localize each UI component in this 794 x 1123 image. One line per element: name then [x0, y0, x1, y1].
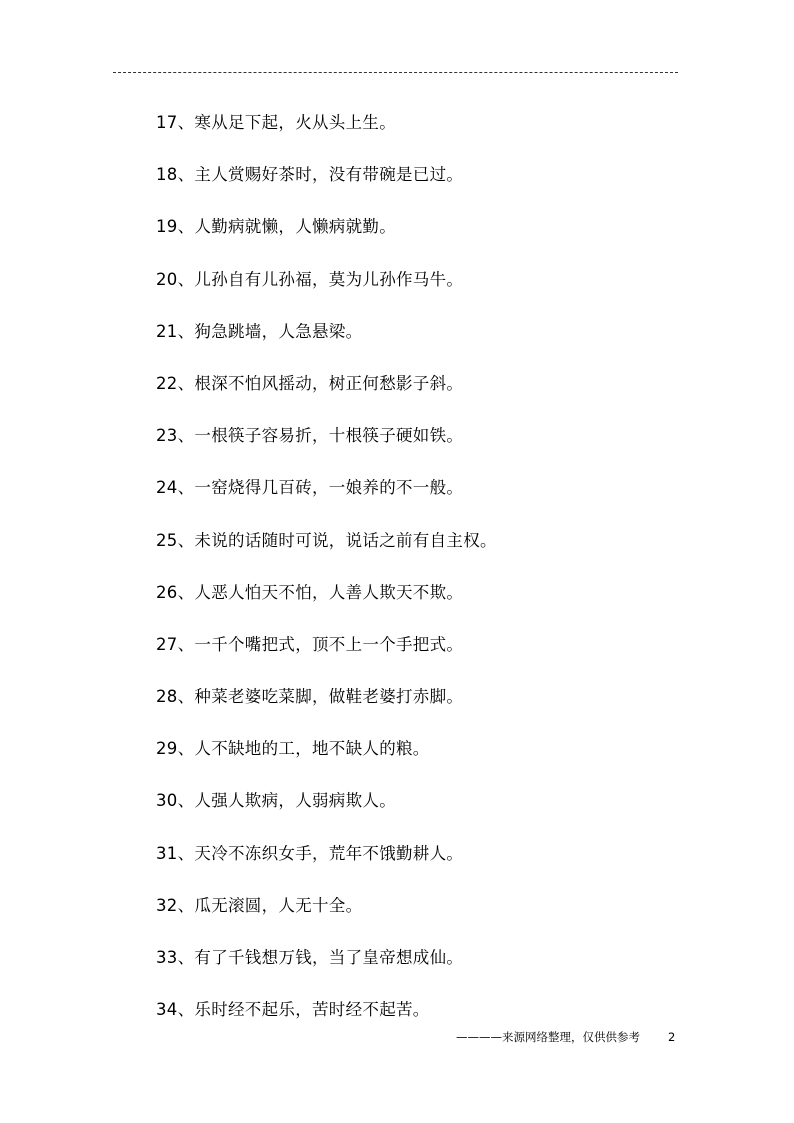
item-text: 人恶人怕天不怕，人善人欺天不欺。: [194, 582, 464, 602]
item-text: 乐时经不起乐，苦时经不起苦。: [194, 1000, 430, 1020]
item-text: 寒从足下起，火从头上生。: [194, 113, 397, 132]
item-text: 天冷不冻织女手，荒年不饿勤耕人。: [194, 843, 464, 863]
item-text: 主人赏赐好茶时，没有带碗是已过。: [194, 165, 464, 185]
item-text: 未说的话随时可说，说话之前有自主权。: [194, 530, 497, 550]
list-item: [156, 160, 497, 212]
item-text: 狗急跳墙，人急悬梁。: [194, 321, 363, 341]
item-number: 30、: [156, 791, 195, 811]
item-number: 22、: [156, 373, 195, 393]
item-number: 24、: [156, 478, 195, 498]
item-number: 23、: [156, 426, 195, 446]
item-number: 34、: [156, 1000, 195, 1020]
list-item: [156, 943, 497, 995]
item-number: 18、: [156, 165, 195, 185]
list-item: [156, 265, 497, 317]
list-item: [156, 317, 497, 369]
item-number: 20、: [156, 269, 195, 289]
item-text: 儿孙自有儿孙福，莫为儿孙作马牛。: [194, 269, 464, 289]
list-item: [156, 786, 497, 838]
item-text: 一窑烧得几百砖，一娘养的不一般。: [194, 478, 464, 498]
item-text: 人不缺地的工，地不缺人的粮。: [194, 739, 430, 759]
item-text: 根深不怕风摇动，树正何愁影子斜。: [194, 373, 464, 393]
list-item: [156, 526, 497, 578]
list-item: [156, 473, 497, 525]
footer-note: ————来源网络整理，仅供供参考: [456, 1030, 640, 1044]
list-item: [156, 891, 497, 943]
item-number: 33、: [156, 948, 195, 967]
saying-list: [156, 108, 497, 1047]
list-item: [156, 682, 497, 734]
list-item: [156, 212, 497, 264]
item-number: 31、: [156, 843, 195, 863]
page-number: 2: [668, 1030, 676, 1044]
item-text: 种菜老婆吃菜脚，做鞋老婆打赤脚。: [194, 687, 464, 707]
list-item: [156, 734, 497, 786]
item-text: 人强人欺病，人弱病欺人。: [194, 791, 397, 811]
item-text: 有了千钱想万钱，当了皇帝想成仙。: [194, 948, 464, 967]
list-item: [156, 578, 497, 630]
list-item: [156, 995, 497, 1047]
list-item: [156, 630, 497, 682]
item-text: 人勤病就懒，人懒病就勤。: [194, 217, 397, 237]
item-text: 一千个嘴把式，顶不上一个手把式。: [194, 634, 464, 654]
item-number: 17、: [156, 113, 195, 132]
item-number: 26、: [156, 582, 195, 602]
list-item: [156, 369, 497, 421]
item-text: 瓜无滚圆，人无十全。: [194, 895, 363, 915]
item-text: 一根筷子容易折，十根筷子硬如铁。: [194, 426, 464, 446]
item-number: 32、: [156, 895, 195, 915]
list-item: [156, 839, 497, 891]
item-number: 19、: [156, 217, 195, 237]
item-number: 21、: [156, 321, 195, 341]
list-item: [156, 421, 497, 473]
list-item: [156, 108, 497, 160]
item-number: 27、: [156, 634, 195, 654]
item-number: 28、: [156, 687, 195, 707]
item-number: 29、: [156, 739, 195, 759]
header-dashed-rule: [113, 72, 678, 73]
item-number: 25、: [156, 530, 195, 550]
